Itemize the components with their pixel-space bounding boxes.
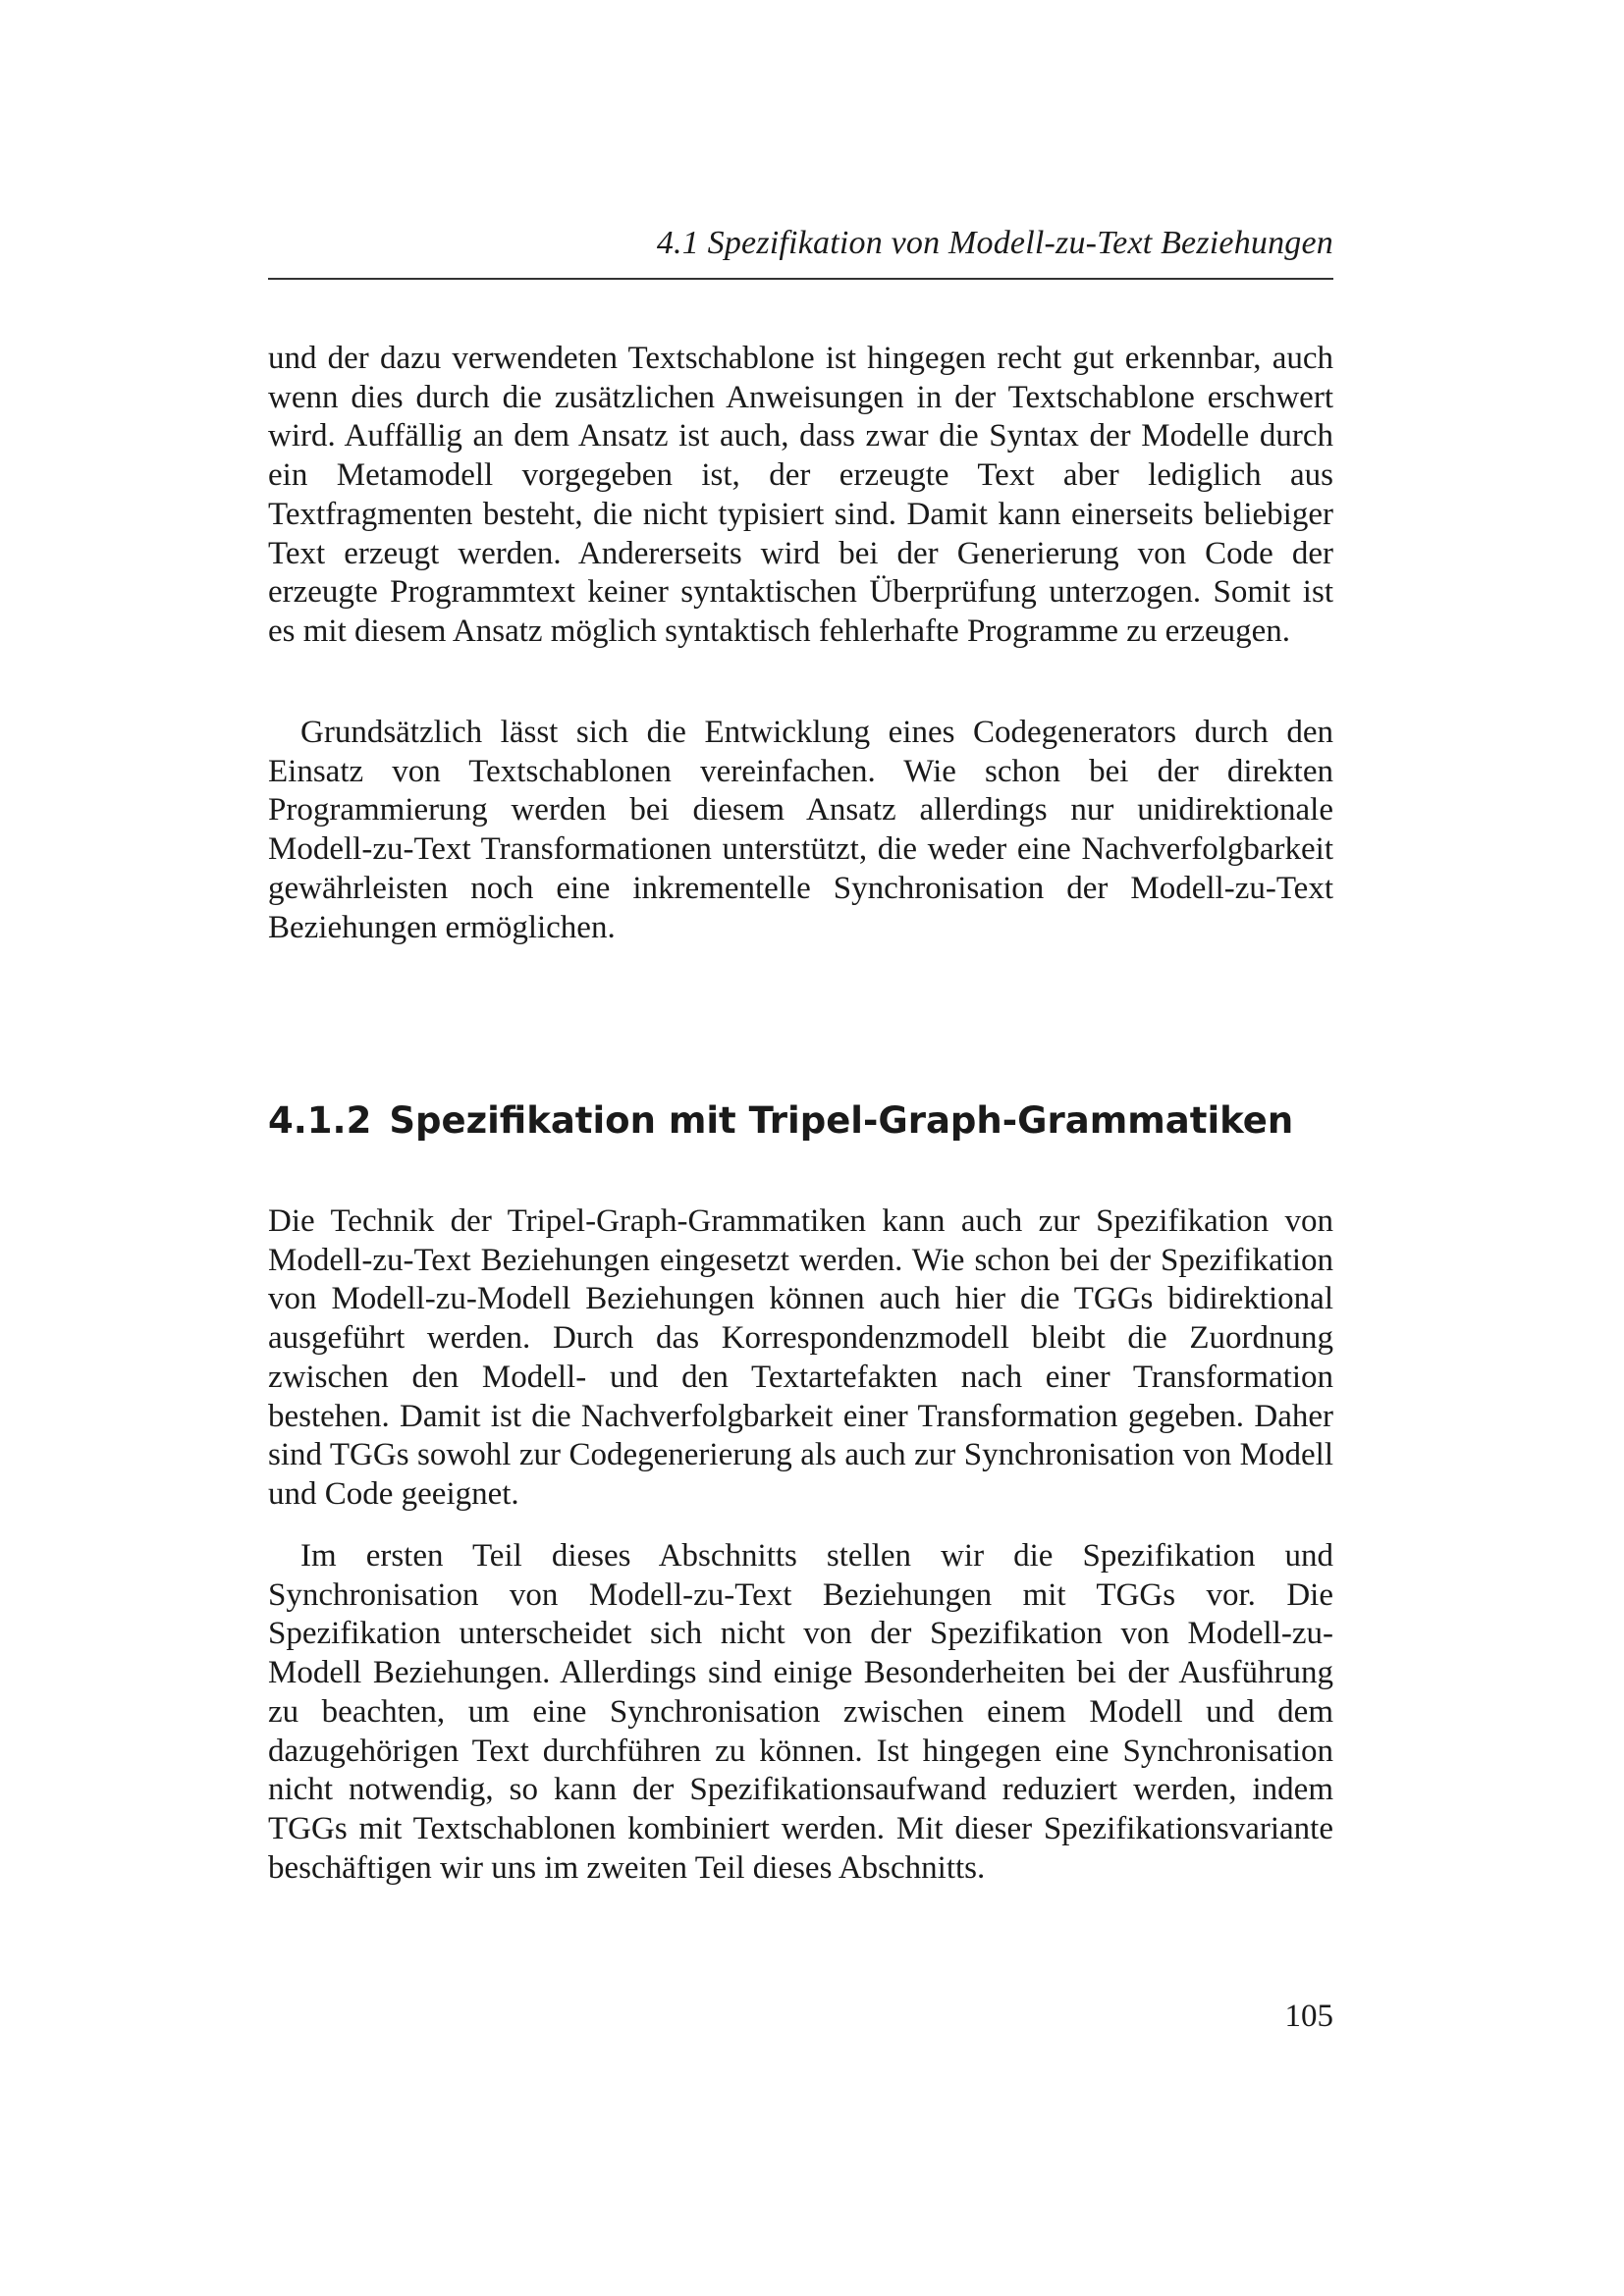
section-number: 4.1.2: [268, 1099, 372, 1142]
page-number: 105: [1284, 1999, 1333, 2034]
section-title: Spezifikation mit Tripel-Graph-Grammatiken: [389, 1099, 1294, 1142]
text-block-continuation: [268, 340, 1333, 652]
section-heading: [268, 1099, 1333, 1143]
paragraph-continuation: und der dazu verwendeten Textschablone ist hingegen recht gut erkennbar, auch wenn dies durch die zusätzlichen Anweisungen in der Textschablone erschwert wird. Auffällig an dem Ansatz ist auch, dass zwar die Syntax der Modelle durch ein Metamodell vorgegeben ist, der erzeugte Text aber lediglich aus Textfragmenten besteht, die nicht typisiert sind. Damit kann einerseits beliebiger Text erzeugt werden. Andererseits wird bei der Generierung von Code der erzeugte Programmtext keiner syntaktischen Überprüfung unterzogen. Somit ist es mit diesem Ansatz möglich syntaktisch fehlerhafte Programme zu erzeugen.: [268, 341, 1333, 649]
running-header: 4.1 Spezifikation von Modell-zu-Text Beziehungen: [656, 225, 1333, 261]
text-block-section-intro: [268, 1202, 1333, 1515]
paragraph-summary: Grundsätzlich lässt sich die Entwicklung eines Codegenerators durch den Einsatz von Textschablonen vereinfachen. Wie schon bei der direkten Programmierung werden bei diesem Ansatz allerdings nur unidirektionale Modell-zu-Text Transformationen unterstützt, die weder eine Nachverfolgbarkeit gewährleisten noch eine inkrementelle Synchronisation der Modell-zu-Text Beziehungen ermöglichen.: [268, 715, 1333, 945]
text-block-summary: [268, 714, 1333, 947]
text-block-section-overview: [268, 1537, 1333, 1888]
paragraph-section-overview: Im ersten Teil dieses Abschnitts stellen wir die Spezifikation und Synchronisation von Modell-zu-Text Beziehungen mit TGGs vor. Die Spezifikation unterscheidet sich nicht von der Spezifikation von Modell-zu-Modell Beziehungen. Allerdings sind einige Besonderheiten bei der Ausführung zu beachten, um eine Synchronisation zwischen einem Modell und dem dazugehörigen Text durchführen zu können. Ist hingegen eine Synchronisation nicht notwendig, so kann der Spezifikationsaufwand reduziert werden, indem TGGs mit Textschablonen kombiniert werden. Mit dieser Spezifikationsvariante beschäftigen wir uns im zweiten Teil dieses Abschnitts.: [268, 1538, 1333, 1886]
paragraph-section-intro: Die Technik der Tripel-Graph-Grammatiken kann auch zur Spezifikation von Modell-zu-Text Beziehungen eingesetzt werden. Wie schon bei der Spezifikation von Modell-zu-Modell Beziehungen können auch hier die TGGs bidirektional ausgeführt werden. Durch das Korrespondenzmodell bleibt die Zuordnung zwischen den Modell- und den Textartefakten nach einer Transformation bestehen. Damit ist die Nachverfolgbarkeit einer Transformation gegeben. Daher sind TGGs sowohl zur Codegenerierung als auch zur Synchronisation von Modell und Code geeignet.: [268, 1203, 1333, 1512]
header-rule: [268, 278, 1333, 280]
